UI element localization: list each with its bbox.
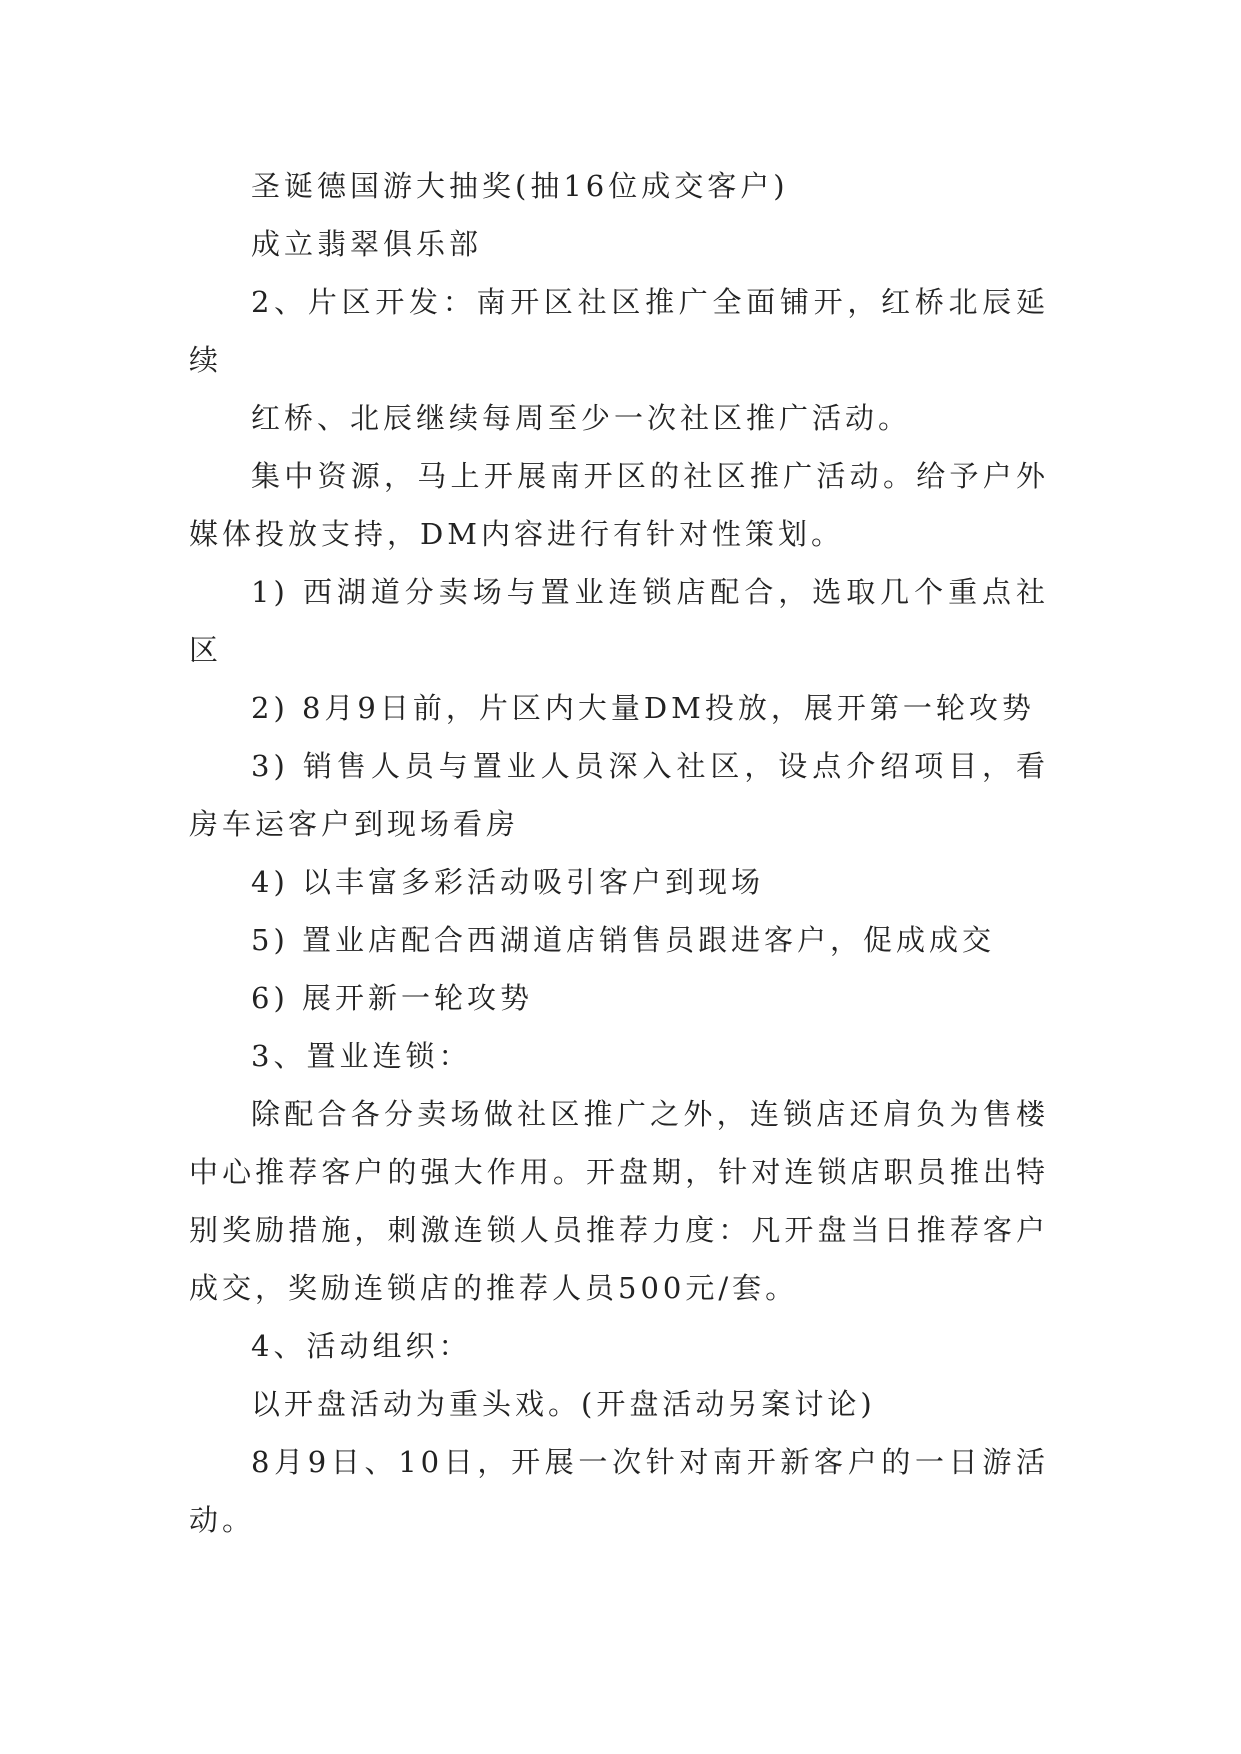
- list-item-5: 5) 置业店配合西湖道店销售员跟进客户，促成成交: [251, 923, 995, 957]
- list-item-3: 3) 销售人员与置业人员深入社区，设点介绍项目，看房车运客户到现场看房: [189, 749, 1049, 841]
- paragraph-hongqiao-beichen: 红桥、北辰继续每周至少一次社区推广活动。: [251, 401, 912, 435]
- paragraph-area-development: 2、片区开发：南开区社区推广全面铺开，红桥北辰延续: [189, 285, 1049, 377]
- paragraph-lottery: 圣诞德国游大抽奖(抽16位成交客户): [251, 169, 789, 203]
- paragraph-opening-event: 以开盘活动为重头戏。(开盘活动另案讨论): [251, 1387, 876, 1421]
- section-heading-activities: 4、活动组织：: [251, 1329, 472, 1363]
- document-body: [189, 157, 1049, 1549]
- list-item-4: 4) 以丰富多彩活动吸引客户到现场: [251, 865, 764, 899]
- list-item-1: 1) 西湖道分卖场与置业连锁店配合，选取几个重点社区: [189, 575, 1049, 667]
- paragraph-day-trip: 8月9日、10日，开展一次针对南开新客户的一日游活动。: [189, 1445, 1049, 1537]
- paragraph-club: 成立翡翠俱乐部: [251, 227, 483, 261]
- list-item-2: 2) 8月9日前，片区内大量DM投放，展开第一轮攻势: [251, 691, 1035, 725]
- list-item-6: 6) 展开新一轮攻势: [251, 981, 533, 1015]
- paragraph-resources: 集中资源，马上开展南开区的社区推广活动。给予户外媒体投放支持，DM内容进行有针对性策划。: [189, 459, 1049, 551]
- section-heading-chain: 3、置业连锁：: [251, 1039, 472, 1073]
- paragraph-chain-stores: 除配合各分卖场做社区推广之外，连锁店还肩负为售楼中心推荐客户的强大作用。开盘期，针对连锁店职员推出特别奖励措施，刺激连锁人员推荐力度：凡开盘当日推荐客户成交，奖励连锁店的推荐人员500元/套。: [189, 1097, 1049, 1305]
